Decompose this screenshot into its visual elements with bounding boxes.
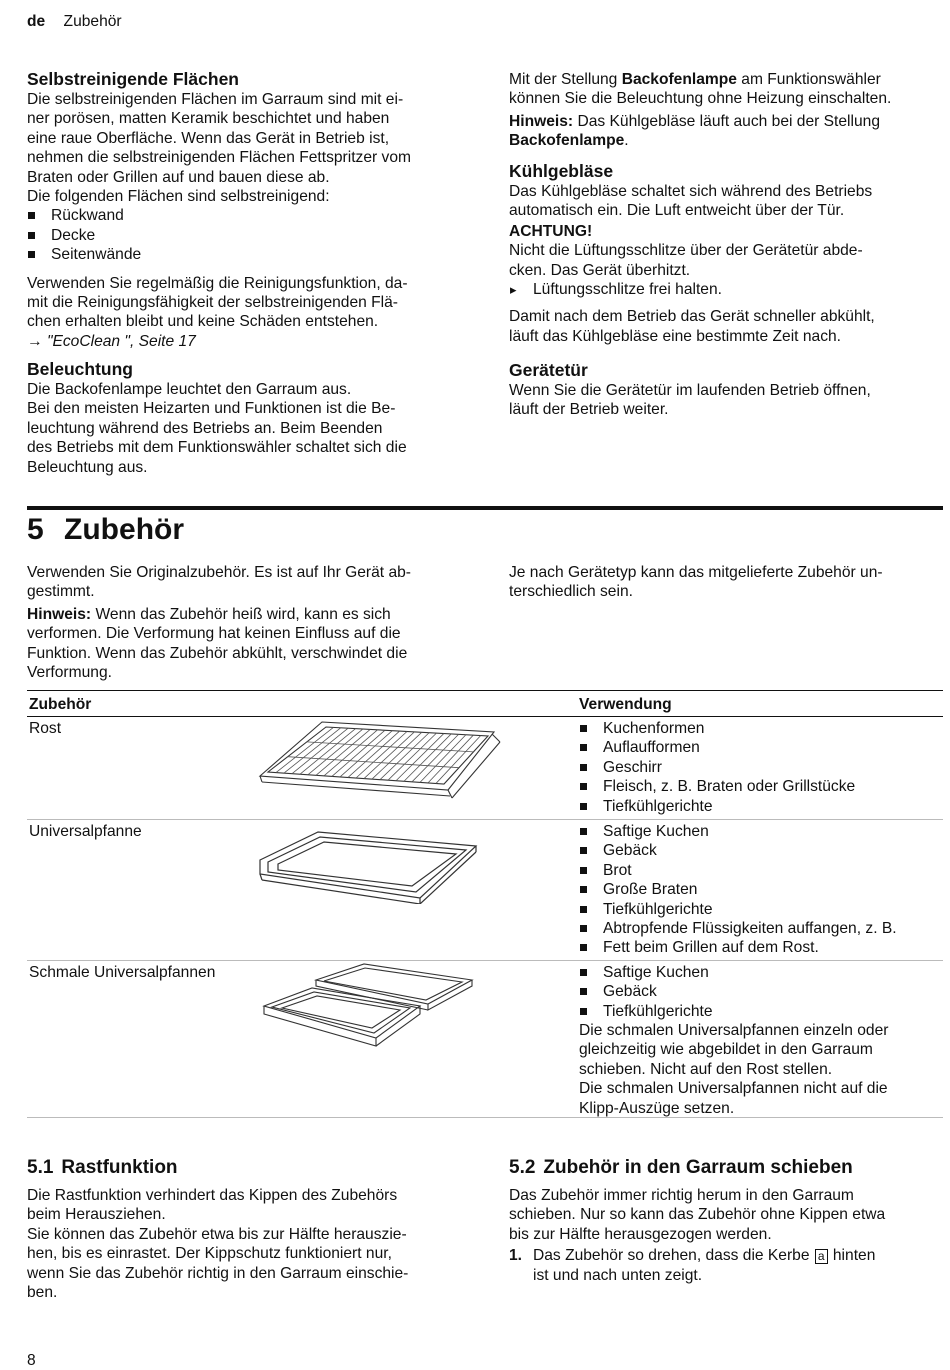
table-bottom-rule	[27, 1117, 943, 1118]
cross-reference-link[interactable]	[27, 332, 467, 351]
text-line: ner porösen, matten Keramik beschichtet und haben	[27, 110, 390, 128]
self-cleaning-list	[27, 206, 467, 264]
text-line: läuft der Betrieb weiter.	[509, 401, 669, 419]
rack-wire	[340, 731, 392, 777]
text-line: Die folgenden Flächen sind selbstreinigend:	[27, 188, 330, 206]
list-item: Saftige Kuchen	[579, 822, 943, 841]
list-item: Seitenwände	[27, 245, 467, 264]
list-item: Tiefkühlgerichte	[579, 1002, 943, 1021]
header-section: Zubehör	[63, 13, 122, 30]
text-line: Sie können das Zubehör etwa bis zur Hälfte herauszie-	[27, 1225, 407, 1243]
list-item: Große Braten	[579, 880, 943, 899]
list-item: Brot	[579, 861, 943, 880]
list-item: Gebäck	[579, 982, 943, 1001]
rack-wire	[324, 730, 378, 776]
list-item: Kuchenformen	[579, 719, 943, 738]
text-line: Funktion. Wenn das Zubehör abkühlt, verschwindet die	[27, 644, 408, 662]
rack-wire	[300, 729, 355, 775]
text-line: Braten oder Grillen auf und bauen diese ab.	[27, 168, 330, 186]
chapter-name: Zubehör	[64, 513, 185, 546]
text-line: wenn Sie das Zubehör richtig in den Garraum einschie-	[27, 1264, 409, 1282]
text-line: bis zur Hälfte herausgezogen werden.	[509, 1225, 772, 1243]
text-line: Mit der Stellung Backofenlampe am Funktionswähler	[509, 71, 881, 88]
text-line: Die Backofenlampe leuchtet den Garraum aus.	[27, 381, 352, 398]
step-text: ist und nach unten zeigt.	[533, 1266, 703, 1284]
heading-door: Gerätetür	[509, 360, 588, 380]
rack-wire	[356, 732, 407, 779]
section-5-2	[509, 1156, 943, 1285]
section-cooling-fan	[509, 160, 943, 346]
table-row-rule	[27, 819, 943, 820]
universal-pan-image	[254, 828, 480, 904]
list-item-continuation: Fett beim Grillen auf dem Rost.	[579, 938, 943, 957]
rack-crossbar	[307, 742, 474, 752]
text-line: läuft das Kühlgebläse eine bestimmte Zeit nach.	[509, 327, 841, 345]
text-line: Bei den meisten Heizarten und Funktionen ist die Be-	[27, 400, 396, 418]
table-top-rule	[27, 690, 943, 691]
rack-wire	[284, 728, 341, 773]
hint-text: Hinweis: Das Kühlgebläse läuft auch bei der Stellung	[509, 112, 881, 130]
text-line: Je nach Gerätetyp kann das mitgelieferte Zubehör un-	[509, 564, 883, 581]
section-lamp	[509, 70, 943, 151]
text-line: Nicht die Lüftungsschlitze über der Gerätetür abde-	[509, 242, 863, 260]
narrow-pans-image	[260, 962, 476, 1058]
text-line: beim Herausziehen.	[27, 1206, 166, 1224]
arrow-right-icon: →	[27, 332, 43, 350]
page-number: 8	[27, 1352, 36, 1369]
table-row-rule	[27, 960, 943, 961]
step-number: 1.	[509, 1247, 523, 1265]
cross-reference-text: "EcoClean ", Seite 17	[46, 332, 196, 350]
text-line: Die selbstreinigenden Flächen im Garraum sind mit ei-	[27, 91, 404, 108]
text-line: Die Rastfunktion verhindert das Kippen des Zubehörs	[27, 1187, 398, 1204]
list-item: Decke	[27, 226, 467, 245]
warning-label: ACHTUNG!	[509, 222, 593, 240]
list-item: Geschirr	[579, 758, 943, 777]
step-text: Das Zubehör so drehen, dass die Kerbe a hinten	[533, 1247, 876, 1265]
rack-crossbar	[288, 757, 459, 768]
list-item: Fleisch, z. B. Braten oder Grillstücke	[579, 777, 943, 796]
oven-rack-image	[252, 718, 504, 800]
text-line: leuchtung während des Betriebs an. Beim Beenden	[27, 419, 383, 437]
language-code: de	[27, 13, 46, 30]
text-line: Klipp-Auszüge setzen.	[579, 1099, 735, 1117]
text-line: Das Zubehör immer richtig herum in den Garraum	[509, 1187, 854, 1204]
text-line: Das Kühlgebläse schaltet sich während des Betriebs	[509, 183, 873, 200]
rack-wire	[292, 728, 348, 773]
text-line: gleichzeitig wie abgebildet in den Garraum	[579, 1041, 873, 1059]
list-item: Auflaufformen	[579, 738, 943, 757]
rack-wire	[332, 730, 385, 776]
text-line: mit die Reinigungsfähigkeit der selbstreinigenden Flä-	[27, 294, 398, 312]
chapter-rule	[27, 506, 943, 510]
text-line: Die schmalen Universalpfannen einzeln oder	[579, 1022, 889, 1039]
text-line: Wenn Sie die Gerätetür im laufenden Betrieb öffnen,	[509, 382, 871, 399]
text-line: nehmen die selbstreinigenden Flächen Fettspritzer vom	[27, 149, 411, 167]
chapter-title	[27, 511, 184, 549]
usage-list-universal-pan	[579, 822, 943, 958]
text-line: Verwenden Sie regelmäßig die Reinigungsfunktion, da-	[27, 274, 408, 292]
table-header-usage: Verwendung	[579, 696, 672, 713]
list-item: Gebäck	[579, 841, 943, 860]
section-self-cleaning	[27, 68, 467, 351]
rack-wire	[316, 729, 370, 775]
text-line: automatisch ein. Die Luft entweicht über der Tür.	[509, 202, 845, 220]
heading-5-2: 5.2 Zubehör in den Garraum schieben	[509, 1157, 853, 1178]
list-item: Saftige Kuchen	[579, 963, 943, 982]
page-header	[27, 12, 122, 31]
heading-5-1: 5.1 Rastfunktion	[27, 1157, 178, 1178]
usage-list-rack	[579, 719, 943, 816]
heading-lighting: Beleuchtung	[27, 359, 133, 379]
text-line: ben.	[27, 1284, 58, 1302]
heading-self-cleaning: Selbstreinigende Flächen	[27, 69, 239, 89]
section-5-1	[27, 1156, 467, 1302]
text-line: verformen. Die Verformung hat keinen Einfluss auf die	[27, 625, 401, 643]
action-step: ▸ Lüftungsschlitze frei halten.	[509, 280, 943, 299]
rack-wire	[364, 732, 414, 779]
text-line: schieben. Nicht auf den Rost stellen.	[579, 1060, 833, 1078]
list-item: Tiefkühlgerichte	[579, 797, 943, 816]
text-line: eine raue Oberfläche. Wenn das Gerät in Betrieb ist,	[27, 129, 390, 147]
section-door	[509, 359, 943, 420]
text-line: Verwenden Sie Originalzubehör. Es ist auf Ihr Gerät ab-	[27, 564, 411, 581]
rack-wire	[308, 729, 363, 775]
table-row-name: Rost	[29, 720, 62, 737]
text-line: schieben. Nur so kann das Zubehör ohne Kippen etwa	[509, 1206, 886, 1224]
text-line: hen, bis es einrastet. Der Kippschutz funktioniert nur,	[27, 1245, 392, 1263]
hint-text: Backofenlampe.	[509, 132, 629, 150]
list-item: Rückwand	[27, 206, 467, 225]
text-line: können Sie die Beleuchtung ohne Heizung einschalten.	[509, 90, 892, 108]
table-header-accessory: Zubehör	[29, 696, 92, 713]
text-line: cken. Das Gerät überhitzt.	[509, 261, 691, 279]
notch-key-label: a	[815, 1249, 828, 1264]
usage-notes-narrow-pans	[579, 1021, 943, 1118]
section-lighting	[27, 358, 467, 477]
rack-wire	[276, 727, 333, 772]
chapter-intro-left	[27, 563, 467, 682]
hint-text: Hinweis: Wenn das Zubehör heiß wird, kann es sich	[27, 605, 391, 623]
table-header-rule	[27, 716, 943, 717]
table-row-name: Schmale Universalpfannen	[29, 964, 216, 981]
text-line: gestimmt.	[27, 583, 95, 601]
text-line: Die schmalen Universalpfannen nicht auf die	[579, 1080, 888, 1098]
text-line: Verformung.	[27, 664, 112, 682]
list-item: Tiefkühlgerichte	[579, 900, 943, 919]
text-line: terschiedlich sein.	[509, 583, 633, 601]
chapter-number: 5	[27, 513, 44, 546]
rack-wire	[348, 731, 400, 777]
heading-cooling-fan: Kühlgebläse	[509, 161, 614, 181]
text-line: Damit nach dem Betrieb das Gerät schneller abkühlt,	[509, 308, 875, 326]
step-1	[509, 1246, 943, 1285]
table-row-name: Universalpfanne	[29, 823, 142, 840]
usage-list-narrow-pans	[579, 963, 943, 1021]
text-line: des Betriebs mit dem Funktionswähler schaltet sich die	[27, 439, 407, 457]
list-item: Abtropfende Flüssigkeiten auffangen, z. B.	[579, 919, 943, 938]
text-line: chen erhalten bleibt und keine Schäden entstehen.	[27, 313, 379, 331]
chapter-intro-right	[509, 563, 943, 602]
text-line: Beleuchtung aus.	[27, 458, 148, 476]
